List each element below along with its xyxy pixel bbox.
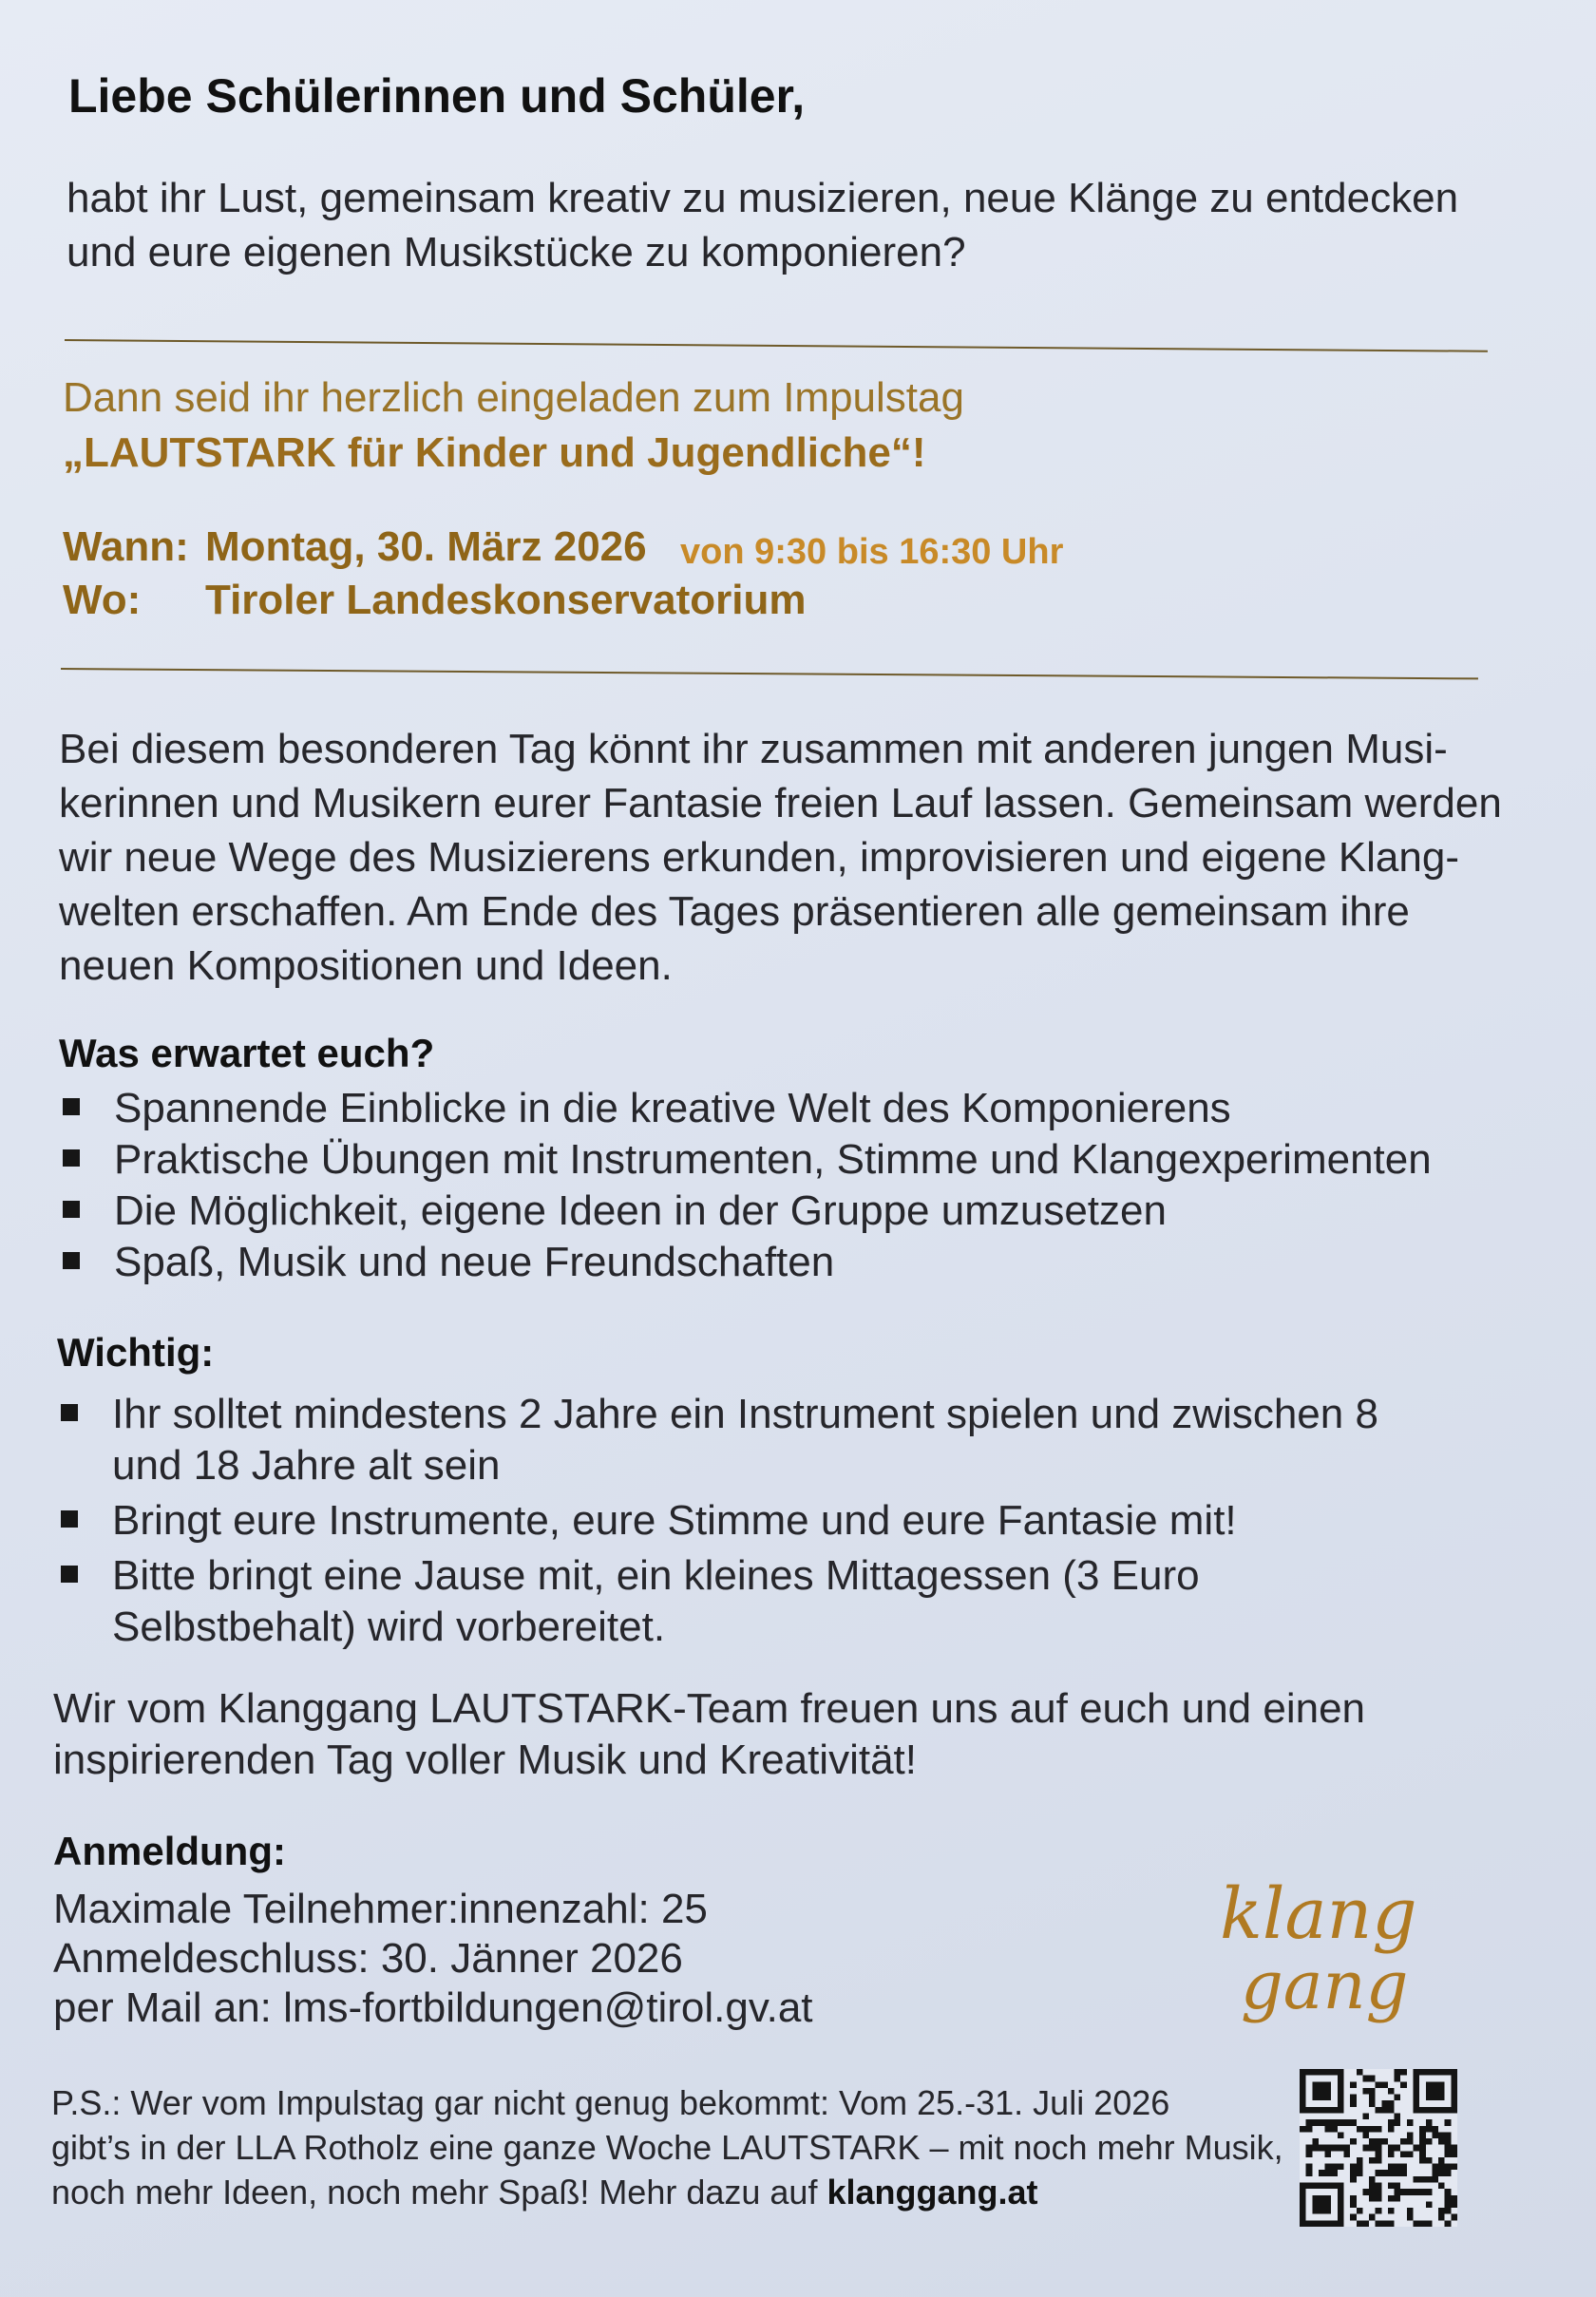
- bullet-square-icon: [63, 1098, 80, 1115]
- list-item: [57, 1550, 1444, 1653]
- divider-top: [65, 339, 1488, 352]
- list-item: [59, 1237, 1484, 1288]
- registration-heading: Anmeldung:: [53, 1829, 286, 1873]
- event-title: „LAUTSTARK für Kinder und Jugendliche“!: [63, 429, 926, 476]
- where-label: Wo:: [63, 577, 142, 623]
- registration-deadline: Anmeldeschluss: 30. Jänner 2026: [53, 1935, 683, 1982]
- expect-list: [59, 1083, 1484, 1288]
- qr-code-icon[interactable]: [1300, 2069, 1457, 2227]
- important-list: [57, 1389, 1444, 1657]
- description-paragraph: Bei diesem besonderen Tag könnt ihr zusammen mit anderen jungen Musi-kerinnen und Musikern eurer Fantasie freien Lauf lassen. Gemeinsam werden wir neue Wege des Musizierens erkunden, improvisieren und eigene Klang-welten erschaffen. Am Ende des Tages präsentieren alle gemeinsam ihre neuen Kompositionen und Ideen.: [59, 726, 1502, 989]
- event-time: von 9:30 bis 16:30 Uhr: [680, 532, 1064, 572]
- postscript: [51, 2080, 1286, 2214]
- ps-line-3-text: noch mehr Ideen, noch mehr Spaß! Mehr dazu auf: [51, 2173, 827, 2212]
- event-date: Montag, 30. März 2026: [205, 523, 647, 570]
- important-heading: Wichtig:: [57, 1330, 215, 1375]
- logo-text-line1: klang: [1220, 1873, 1417, 1955]
- klanggang-logo: [1216, 1870, 1463, 2031]
- list-item: [59, 1134, 1484, 1186]
- expect-heading: Was erwartet euch?: [59, 1031, 435, 1075]
- list-item: [57, 1389, 1444, 1491]
- when-label: Wann:: [63, 523, 189, 570]
- list-item-text: Die Möglichkeit, eigene Ideen in der Gruppe umzusetzen: [114, 1187, 1167, 1234]
- invitation-line: Dann seid ihr herzlich eingeladen zum Impulstag: [63, 374, 964, 421]
- ps-line-2: gibt’s in der LLA Rotholz eine ganze Woche LAUTSTARK – mit noch mehr Musik,: [51, 2128, 1283, 2167]
- website-link[interactable]: klanggang.at: [826, 2173, 1038, 2212]
- bullet-square-icon: [63, 1149, 80, 1167]
- bullet-square-icon: [61, 1566, 78, 1583]
- ps-line-3: [51, 2170, 1286, 2214]
- bullet-square-icon: [61, 1510, 78, 1528]
- list-item: [59, 1083, 1484, 1134]
- registration-mail: per Mail an: lms-fortbildungen@tirol.gv.at: [53, 1984, 813, 2031]
- list-item-text: Ihr solltet mindestens 2 Jahre ein Instrument spielen und zwischen 8 und 18 Jahre alt sein: [112, 1391, 1378, 1489]
- logo-text-line2: gang: [1241, 1946, 1409, 2024]
- registration-details: [53, 1885, 813, 2033]
- list-item-text: Spannende Einblicke in die kreative Welt des Komponierens: [114, 1085, 1231, 1131]
- list-item-text: Spaß, Musik und neue Freundschaften: [114, 1239, 835, 1285]
- greeting: Liebe Schülerinnen und Schüler,: [68, 69, 806, 123]
- bullet-square-icon: [63, 1252, 80, 1269]
- event-location: Tiroler Landeskonservatorium: [205, 577, 807, 623]
- list-item-text: Bringt eure Instrumente, eure Stimme und eure Fantasie mit!: [112, 1497, 1237, 1544]
- list-item-text: Praktische Übungen mit Instrumenten, Stimme und Klangexperimenten: [114, 1136, 1432, 1183]
- bullet-square-icon: [63, 1201, 80, 1218]
- closing-text: Wir vom Klanggang LAUTSTARK-Team freuen uns auf euch und einen inspirierenden Tag voller Musik und Kreativität!: [53, 1685, 1366, 1783]
- divider-bottom: [61, 668, 1478, 679]
- intro-text: habt ihr Lust, gemeinsam kreativ zu musizieren, neue Klänge zu entdecken und eure eigenen Musikstücke zu komponieren?: [66, 175, 1459, 275]
- max-participants: Maximale Teilnehmer:innenzahl: 25: [53, 1886, 708, 1932]
- list-item-text: Bitte bringt eine Jause mit, ein kleines Mittagessen (3 Euro Selbstbehalt) wird vorbereitet.: [112, 1552, 1200, 1650]
- list-item: [57, 1495, 1444, 1547]
- bullet-square-icon: [61, 1404, 78, 1421]
- list-item: [59, 1186, 1484, 1237]
- ps-line-1: P.S.: Wer vom Impulstag gar nicht genug bekommt: Vom 25.-31. Juli 2026: [51, 2083, 1170, 2122]
